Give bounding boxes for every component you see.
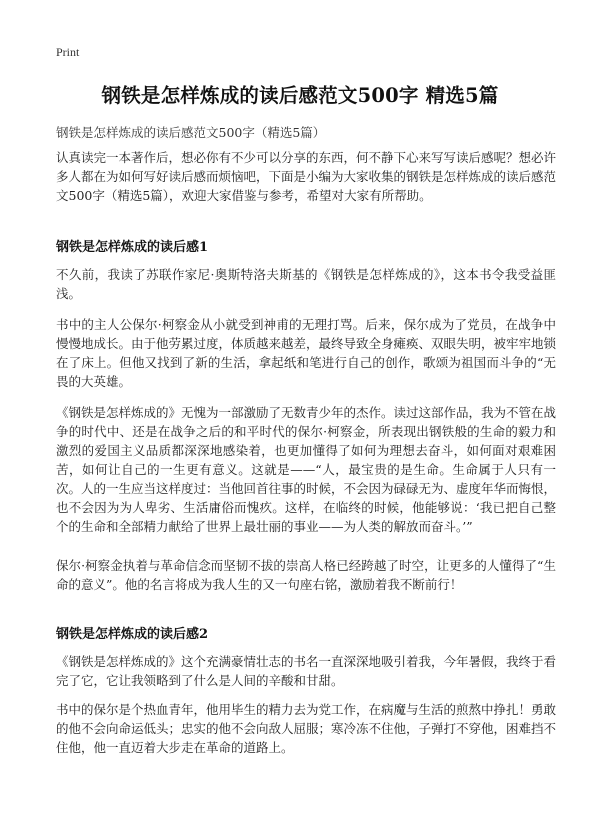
section-2-paragraph-1: 《钢铁是怎样炼成的》这个充满豪情壮志的书名一直深深地吸引着我，今年暑假，我终于看完了它，它让我领略到了什么是人间的辛酸和甘甜。	[56, 654, 557, 688]
print-label[interactable]: Print	[56, 45, 80, 59]
section-2-paragraph-2: 书中的保尔是个热血青年，他用毕生的精力去为党工作，在病魔与生活的煎熬中挣扎！勇敢的他不会向命运低头；忠实的他不会向敌人屈服；寒冷冻不住他，子弹打不穿他，困难挡不住他，他一直迈着大步走在革命的道路上。	[56, 702, 557, 755]
section-1-paragraph-4: 保尔·柯察金执着与革命信念而坚韧不拔的崇高人格已经跨越了时空，让更多的人懂得了“生命的意义”。他的名言将成为我人生的又一句座右铭，激励着我不断前行！	[56, 558, 556, 592]
section-1-paragraph-3: 《钢铁是怎样炼成的》无愧为一部激励了无数青少年的杰作。读过这部作品，我为不管在战争的时代中、还是在战争之后的和平时代的保尔·柯察金，所表现出钢铁般的生命的毅力和激烈的爱国主义品质都深深地感染着，也更加懂得了如何为理想去奋斗，如何面对艰难困苦，如何让自己的一生更有意义。这就是——“人，最宝贵的是生命。生命属于人只有一次。人的一生应当这样度过：当他回首往事的时候，不会因为碌碌无为、虚度年华而悔恨，也不会因为为人卑劣、生活庸俗而愧疚。这样，在临终的时候，他能够说：‘我已把自己整个的生命和全部精力献给了世界上最壮丽的事业——为人类的解放而奋斗。’”	[56, 405, 557, 534]
section-heading-1: 钢铁是怎样炼成的读后感1	[56, 240, 209, 255]
intro-paragraph: 认真读完一本著作后，想必你有不少可以分享的东西，何不静下心来写写读后感呢？想必许多人都在为如何写好读后感而烦恼吧，下面是小编为大家收集的钢铁是怎样炼成的读后感范文500字（精选5篇），欢迎大家借鉴与参考，希望对大家有所帮助。	[56, 150, 557, 203]
section-heading-2: 钢铁是怎样炼成的读后感2	[56, 627, 209, 642]
section-1-paragraph-2: 书中的主人公保尔·柯察金从小就受到神甫的无理打骂。后来，保尔成为了党员，在战争中慢慢地成长。由于他劳累过度，体质越来越差，最终导致全身瘫痪、双眼失明，被牢牢地锁在了床上。但他又找到了新的生活，拿起纸和笔进行自己的创作，歌颂为祖国而斗争的“无畏的大英雄。	[56, 317, 557, 389]
section-1-paragraph-1: 不久前，我读了苏联作家尼·奥斯特洛夫斯基的《钢铁是怎样炼成的》，这本书令我受益匪浅。	[56, 267, 556, 301]
document-title: 钢铁是怎样炼成的读后感范文500字 精选5篇	[101, 84, 499, 107]
document-subtitle: 钢铁是怎样炼成的读后感范文500字（精选5篇）	[56, 125, 326, 140]
